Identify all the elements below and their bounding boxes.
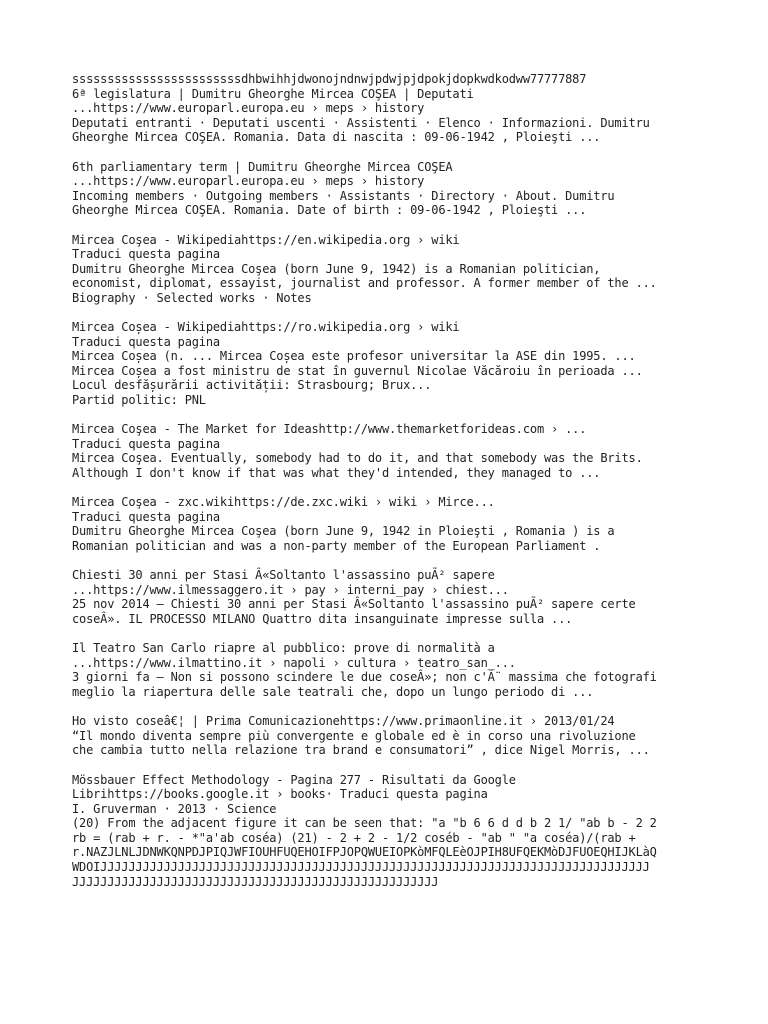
result-block [72, 481, 702, 554]
text-line: Biography · Selected works · Notes [72, 290, 312, 305]
document-body [72, 72, 702, 889]
text-line: Ho visto coseâ€¦ | Prima Comunicazionehttps://www.primaonline.it › 2013/01/24 [72, 714, 615, 729]
text-line: JJJJJJJJJJJJJJJJJJJJJJJJJJJJJJJJJJJJJJJJJJJJJJJJJJJJ [72, 874, 439, 889]
text-line: Gheorghe Mircea COŞEA. Romania. Date of birth : 09-06-1942 , Ploieşti ... [72, 203, 587, 218]
text-line: Mössbauer Effect Methodology - Pagina 277 - Risultati da Google [72, 772, 516, 787]
text-line: Romanian politician and was a non-party member of the European Parliament . [72, 539, 601, 553]
text-line: Chiesti 30 anni per Stasi Â«Soltanto l'assassino puÃ² sapere [72, 568, 495, 583]
text-line: Mircea Coșea - Wikipediahttps://ro.wikipedia.org › wiki [72, 320, 460, 335]
text-line: ...https://www.ilmattino.it › napoli › cultura › teatro_san_... [72, 655, 516, 670]
block-spacer [72, 700, 702, 715]
text-line: 6ª legislatura | Dumitru Gheorghe Mircea COŞEA | Deputati [72, 86, 474, 101]
result-block [72, 700, 702, 758]
text-line: Locul desfășurării activității: Strasbourg; Brux... [72, 378, 432, 393]
text-line: Traduci questa pagina [72, 247, 220, 262]
text-line: I. Gruverman · 2013 · Science [72, 801, 277, 816]
text-line: Incoming members · Outgoing members · Assistants · Directory · About. Dumitru [72, 188, 615, 203]
text-line: Mircea Coşea - The Market for Ideashttp://www.themarketforideas.com › ... [72, 422, 587, 437]
header-line: ssssssssssssssssssssssssdhbwihhjdwonojndnwjpdwjpjdpokjdopkwdkodww77777887 [72, 72, 587, 86]
block-spacer [72, 408, 702, 423]
block-spacer [72, 481, 702, 496]
block-spacer [72, 306, 702, 321]
text-line: Traduci questa pagina [72, 436, 220, 451]
text-line: Librihttps://books.google.it › books· Traduci questa pagina [72, 787, 488, 802]
text-line: coseÂ». IL PROCESSO MILANO Quattro dita insanguinate impresse sulla ... [72, 611, 573, 626]
text-line: Mircea Coșea a fost ministru de stat în guvernul Nicolae Văcăroiu în perioada ... [72, 363, 643, 378]
block-spacer [72, 627, 702, 642]
text-line: ...https://www.europarl.europa.eu › meps › history [72, 101, 425, 116]
text-line: Il Teatro San Carlo riapre al pubblico: prove di normalità a [72, 641, 495, 656]
block-spacer [72, 758, 702, 773]
result-list [72, 87, 702, 890]
text-line: Partid politic: PNL [72, 393, 206, 408]
text-line: Gheorghe Mircea COŞEA. Romania. Data di nascita : 09-06-1942 , Ploieşti ... [72, 130, 601, 145]
text-line: Deputati entranti · Deputati uscenti · Assistenti · Elenco · Informazioni. Dumitru [72, 115, 650, 130]
text-line: Mircea Coşea - zxc.wikihttps://de.zxc.wiki › wiki › Mirce... [72, 495, 495, 510]
text-line: rb = (rab + r. - *"a'ab coséa) (21) - 2 + 2 - 1/2 coséb - "ab " "a coséa)/(rab + [72, 830, 636, 845]
text-line: WDOIJJJJJJJJJJJJJJJJJJJJJJJJJJJJJJJJJJJJJJJJJJJJJJJJJJJJJJJJJJJJJJJJJJJJJJJJJJJJJJ [72, 860, 650, 875]
text-line: ...https://www.europarl.europa.eu › meps › history [72, 174, 425, 189]
text-line: Dumitru Gheorghe Mircea Coşea (born June 9, 1942 in Ploieşti , Romania ) is a [72, 524, 615, 539]
text-line: Mircea Coșea (n. ... Mircea Coșea este profesor universitar la ASE din 1995. ... [72, 349, 636, 364]
text-line: Mircea Coşea. Eventually, somebody had to do it, and that somebody was the Brits. [72, 451, 643, 466]
result-block [72, 408, 702, 481]
text-line: 6th parliamentary term | Dumitru Gheorghe Mircea COŞEA [72, 159, 453, 174]
result-block [72, 554, 702, 627]
result-block [72, 627, 702, 700]
text-line: Although I don't know if that was what they'd intended, they managed to ... [72, 466, 601, 481]
block-spacer [72, 218, 702, 233]
text-line: Traduci questa pagina [72, 509, 220, 524]
result-block [72, 218, 702, 306]
text-line: Mircea Coşea - Wikipediahttps://en.wikipedia.org › wiki [72, 232, 460, 247]
text-line: economist, diplomat, essayist, journalist and professor. A former member of the ... [72, 276, 657, 291]
result-block [72, 758, 702, 889]
text-line: “Il mondo diventa sempre più convergente e globale ed è in corso una rivoluzione [72, 728, 636, 743]
result-block [72, 87, 702, 145]
block-spacer [72, 145, 702, 160]
text-line: r.NAZJLNLJDNWKQNPDJPIQJWFIOUHFUQEHOIFPJOPQWUEIOPKòMFQLEèOJPIH8UFQEKMòDJFUOEQHIJKLàQ [72, 845, 657, 860]
text-line: 25 nov 2014 — Chiesti 30 anni per Stasi Â«Soltanto l'assassino puÃ² sapere certe [72, 597, 636, 612]
result-block [72, 306, 702, 408]
text-line: meglio la riapertura delle sale teatrali che, dopo un lungo periodo di ... [72, 684, 594, 699]
block-spacer [72, 554, 702, 569]
text-line: Dumitru Gheorghe Mircea Coşea (born June 9, 1942) is a Romanian politician, [72, 261, 601, 276]
text-line: che cambia tutto nella relazione tra brand e consumatori” , dice Nigel Morris, ... [72, 743, 650, 758]
text-line: Traduci questa pagina [72, 334, 220, 349]
text-line: 3 giorni fa — Non si possono scindere le due coseÂ»; non c'Ã¨ massima che fotografi [72, 670, 657, 685]
text-line: ...https://www.ilmessaggero.it › pay › interni_pay › chiest... [72, 582, 509, 597]
result-block [72, 145, 702, 218]
text-line: (20) From the adjacent figure it can be seen that: "a "b 6 6 d d b 2 1/ "ab b - 2 2 [72, 816, 657, 831]
